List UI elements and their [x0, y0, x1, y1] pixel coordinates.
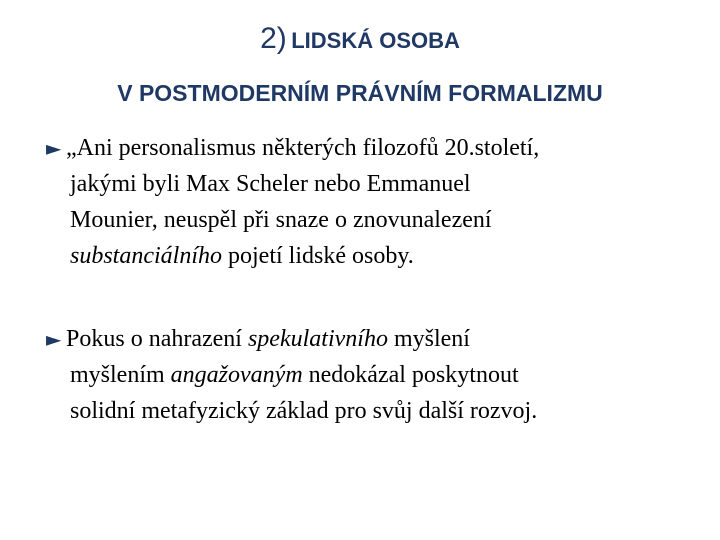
italic-term: angažovaným	[170, 362, 303, 388]
slide-title-line-1	[0, 22, 720, 56]
bullet-text: myšlením	[70, 362, 171, 388]
bullet-text: Mounier, neuspěl při snaze o znovunalezení	[70, 207, 492, 233]
bullet-text: jakými byli Max Scheler nebo Emmanuel	[70, 171, 471, 197]
italic-term: substanciálního	[70, 243, 223, 269]
bullet-line	[70, 393, 706, 429]
bullet-text: „Ani personalismus některých filozofů 20.století,	[66, 135, 540, 161]
bullet-line	[70, 202, 706, 238]
bullet-arrow-icon: ►	[46, 136, 62, 160]
bullet-line	[46, 130, 706, 166]
bullet-line	[46, 321, 706, 357]
bullet-text: pojetí lidské osoby.	[222, 243, 414, 269]
title-text-1: LIDSKÁ OSOBA	[291, 28, 460, 53]
bullet-text: myšlení	[387, 326, 470, 352]
section-number: 2)	[260, 22, 287, 55]
bullet-text: solidní metafyzický základ pro svůj další rozvoj.	[70, 398, 538, 424]
bullet-line	[70, 238, 706, 274]
italic-term: spekulativního	[247, 326, 388, 352]
bullet-item-2	[46, 321, 706, 429]
bullet-item-1	[46, 130, 706, 274]
bullet-text: Pokus o nahrazení	[66, 326, 248, 352]
slide-body	[46, 130, 706, 429]
bullet-line	[70, 166, 706, 202]
slide-title-line-2: V POSTMODERNÍM PRÁVNÍM FORMALIZMU	[117, 80, 603, 106]
bullet-arrow-icon: ►	[46, 327, 62, 351]
bullet-line	[70, 357, 706, 393]
bullet-text: nedokázal poskytnout	[302, 362, 519, 388]
